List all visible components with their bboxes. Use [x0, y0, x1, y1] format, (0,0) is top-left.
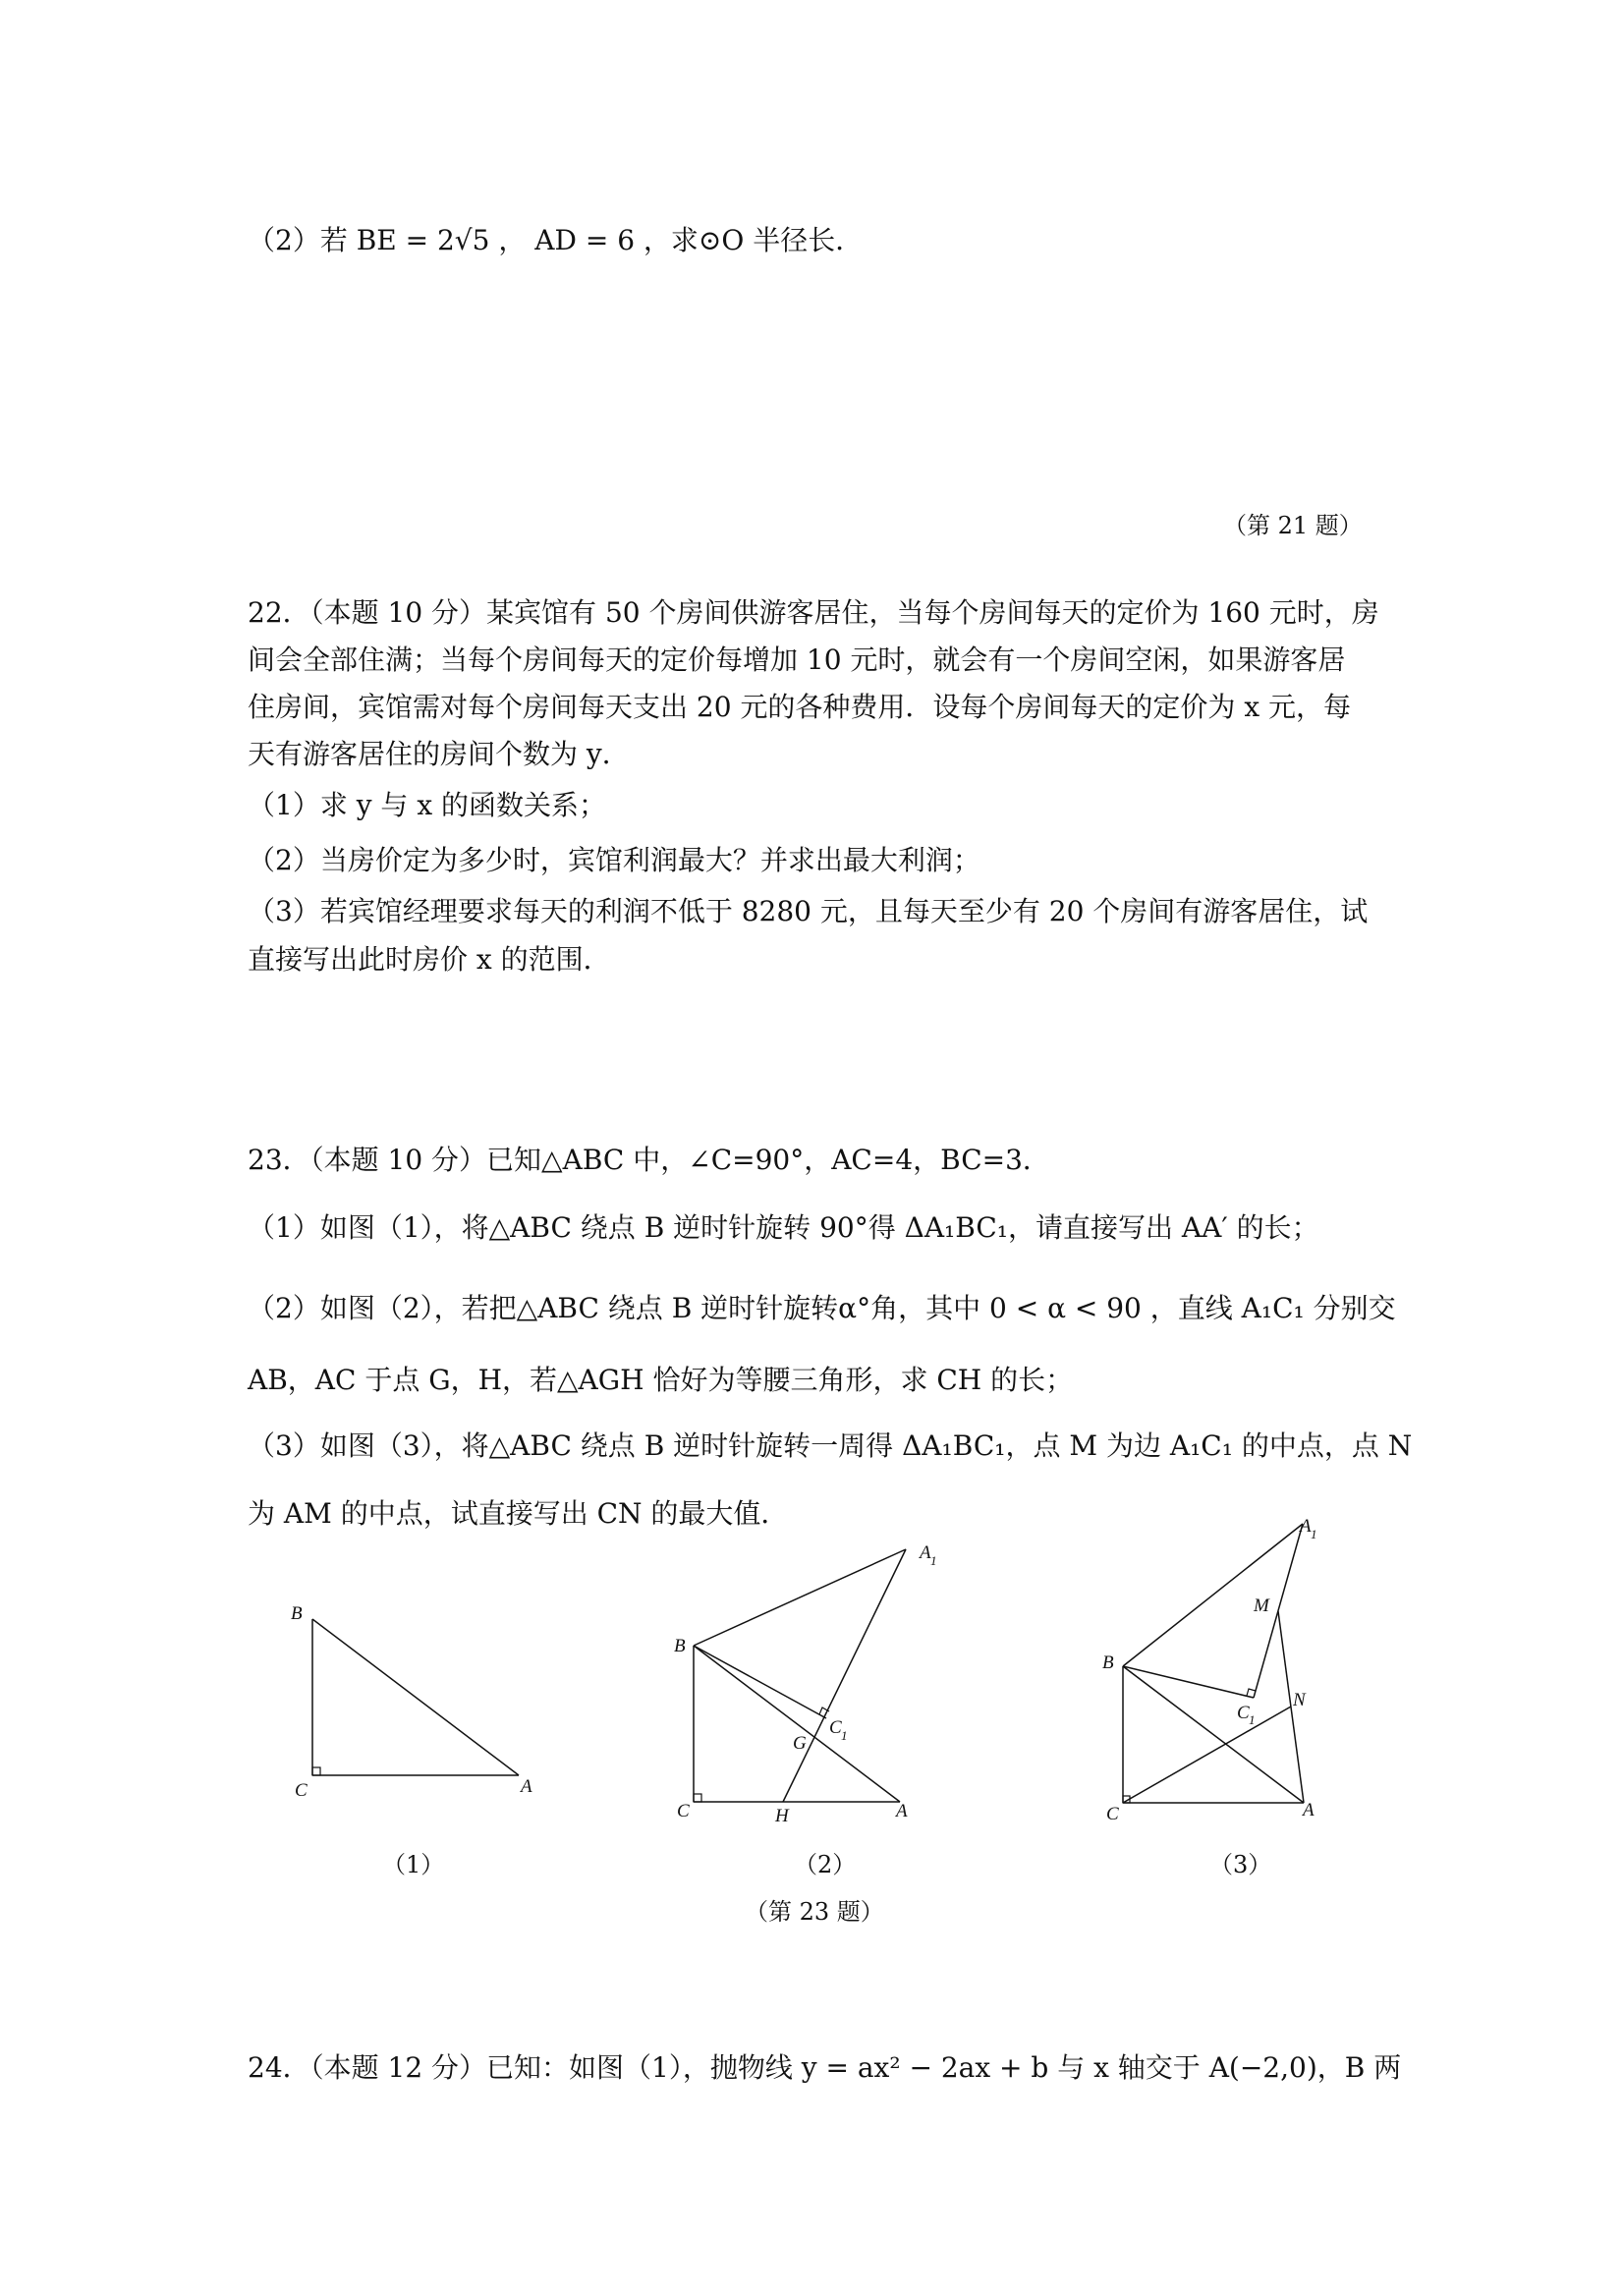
fig3-label-c1-sub: 1 — [1249, 1712, 1256, 1727]
q22-line-3: 住房间，宾馆需对每个房间每天支出 20 元的各种费用．设每个房间每天的定价为 x 元，每 — [248, 691, 1352, 723]
fig2-line-a1c1 — [783, 1549, 906, 1802]
fig3-label-a1-sub: 1 — [1311, 1527, 1317, 1541]
fig2-side-ab — [694, 1646, 900, 1802]
fig3-label-c1: C — [1237, 1703, 1250, 1723]
fig2-right-angle-mark — [694, 1794, 701, 1802]
q22-part2: （2）当房价定为多少时，宾馆利润最大？并求出最大利润； — [248, 844, 980, 876]
q23-part3-line2: 为 AM 的中点，试直接写出 CN 的最大值． — [248, 1497, 789, 1530]
fig3-side-ba1 — [1123, 1524, 1303, 1666]
q23-fig1-label: （1） — [382, 1851, 445, 1878]
fig1-side-ab — [312, 1619, 519, 1775]
q22-line-1: 22．（本题 10 分）某宾馆有 50 个房间供游客居住，当每个房间每天的定价为 160 元时，房 — [248, 596, 1379, 629]
fig3-side-ab — [1123, 1666, 1304, 1803]
q23-part1: （1）如图（1），将△ABC 绕点 B 逆时针旋转 90°得 ΔA₁BC₁，请直接写出 AA′ 的长； — [248, 1211, 1319, 1244]
fig3-label-c: C — [1106, 1804, 1119, 1824]
q22-line-4: 天有游客居住的房间个数为 y． — [248, 738, 630, 770]
fig1-right-angle-mark — [312, 1767, 320, 1775]
q21-caption: （第 21 题） — [1223, 512, 1363, 539]
q24-stem: 24．（本题 12 分）已知：如图（1），抛物线 y = ax² − 2ax + b 与 x 轴交于 A(−2,0)，B 两 — [248, 2051, 1402, 2084]
fig2-label-g: G — [793, 1733, 807, 1754]
q23-stem: 23．（本题 10 分）已知△ABC 中，∠C=90°，AC=4，BC=3． — [248, 1144, 1050, 1176]
fig3-label-b: B — [1102, 1652, 1114, 1673]
q23-figure-1 — [275, 1592, 570, 1818]
fig2-side-ba1 — [694, 1549, 906, 1646]
q22-part3-line1: （3）若宾馆经理要求每天的利润不低于 8280 元，且每天至少有 20 个房间有游客居住，试 — [248, 895, 1369, 927]
fig2-label-a1: A — [920, 1542, 931, 1563]
q23-figure-2 — [668, 1533, 963, 1827]
fig2-side-bc1 — [694, 1646, 826, 1718]
q23-part3-line1: （3）如图（3），将△ABC 绕点 B 逆时针旋转一周得 ΔA₁BC₁，点 M 为边 A₁C₁ 的中点，点 N — [248, 1429, 1413, 1462]
fig2-label-c: C — [677, 1801, 690, 1821]
fig2-label-a1-sub: 1 — [930, 1553, 937, 1568]
fig3-line-cn — [1123, 1707, 1291, 1803]
fig3-label-m: M — [1254, 1596, 1269, 1616]
q22-line-2: 间会全部住满；当每个房间每天的定价每增加 10 元时，就会有一个房间空闲，如果游客居 — [248, 644, 1346, 676]
fig3-label-n: N — [1293, 1690, 1306, 1710]
fig1-label-a: A — [521, 1776, 532, 1797]
q22-part1: （1）求 y 与 x 的函数关系； — [248, 789, 607, 821]
fig1-label-b: B — [291, 1603, 303, 1624]
q23-part2-line2: AB，AC 于点 G，H，若△AGH 恰好为等腰三角形，求 CH 的长； — [248, 1364, 1074, 1396]
q22-part3-line2: 直接写出此时房价 x 的范围． — [248, 943, 611, 976]
q23-figure-3 — [1091, 1513, 1336, 1827]
fig3-label-a: A — [1303, 1800, 1315, 1820]
fig2-label-b: B — [674, 1636, 686, 1656]
q23-part2-line1: （2）如图（2），若把△ABC 绕点 B 逆时针旋转α°角，其中 0 < α < 90 ，直线 A₁C₁ 分别交 — [248, 1292, 1396, 1324]
fig2-label-c1: C — [829, 1717, 842, 1738]
q21-part2: （2）若 BE = 2√5 ， AD = 6 ，求⊙O 半径长． — [248, 224, 864, 256]
q23-fig3-label: （3） — [1209, 1851, 1272, 1878]
q23-fig2-label: （2） — [794, 1851, 857, 1878]
fig1-label-c: C — [295, 1780, 308, 1801]
fig3-label-a1: A — [1300, 1516, 1312, 1537]
q23-caption: （第 23 题） — [745, 1898, 884, 1926]
fig2-label-a: A — [896, 1801, 908, 1821]
fig2-label-h: H — [775, 1806, 789, 1826]
fig2-label-c1-sub: 1 — [841, 1728, 848, 1743]
